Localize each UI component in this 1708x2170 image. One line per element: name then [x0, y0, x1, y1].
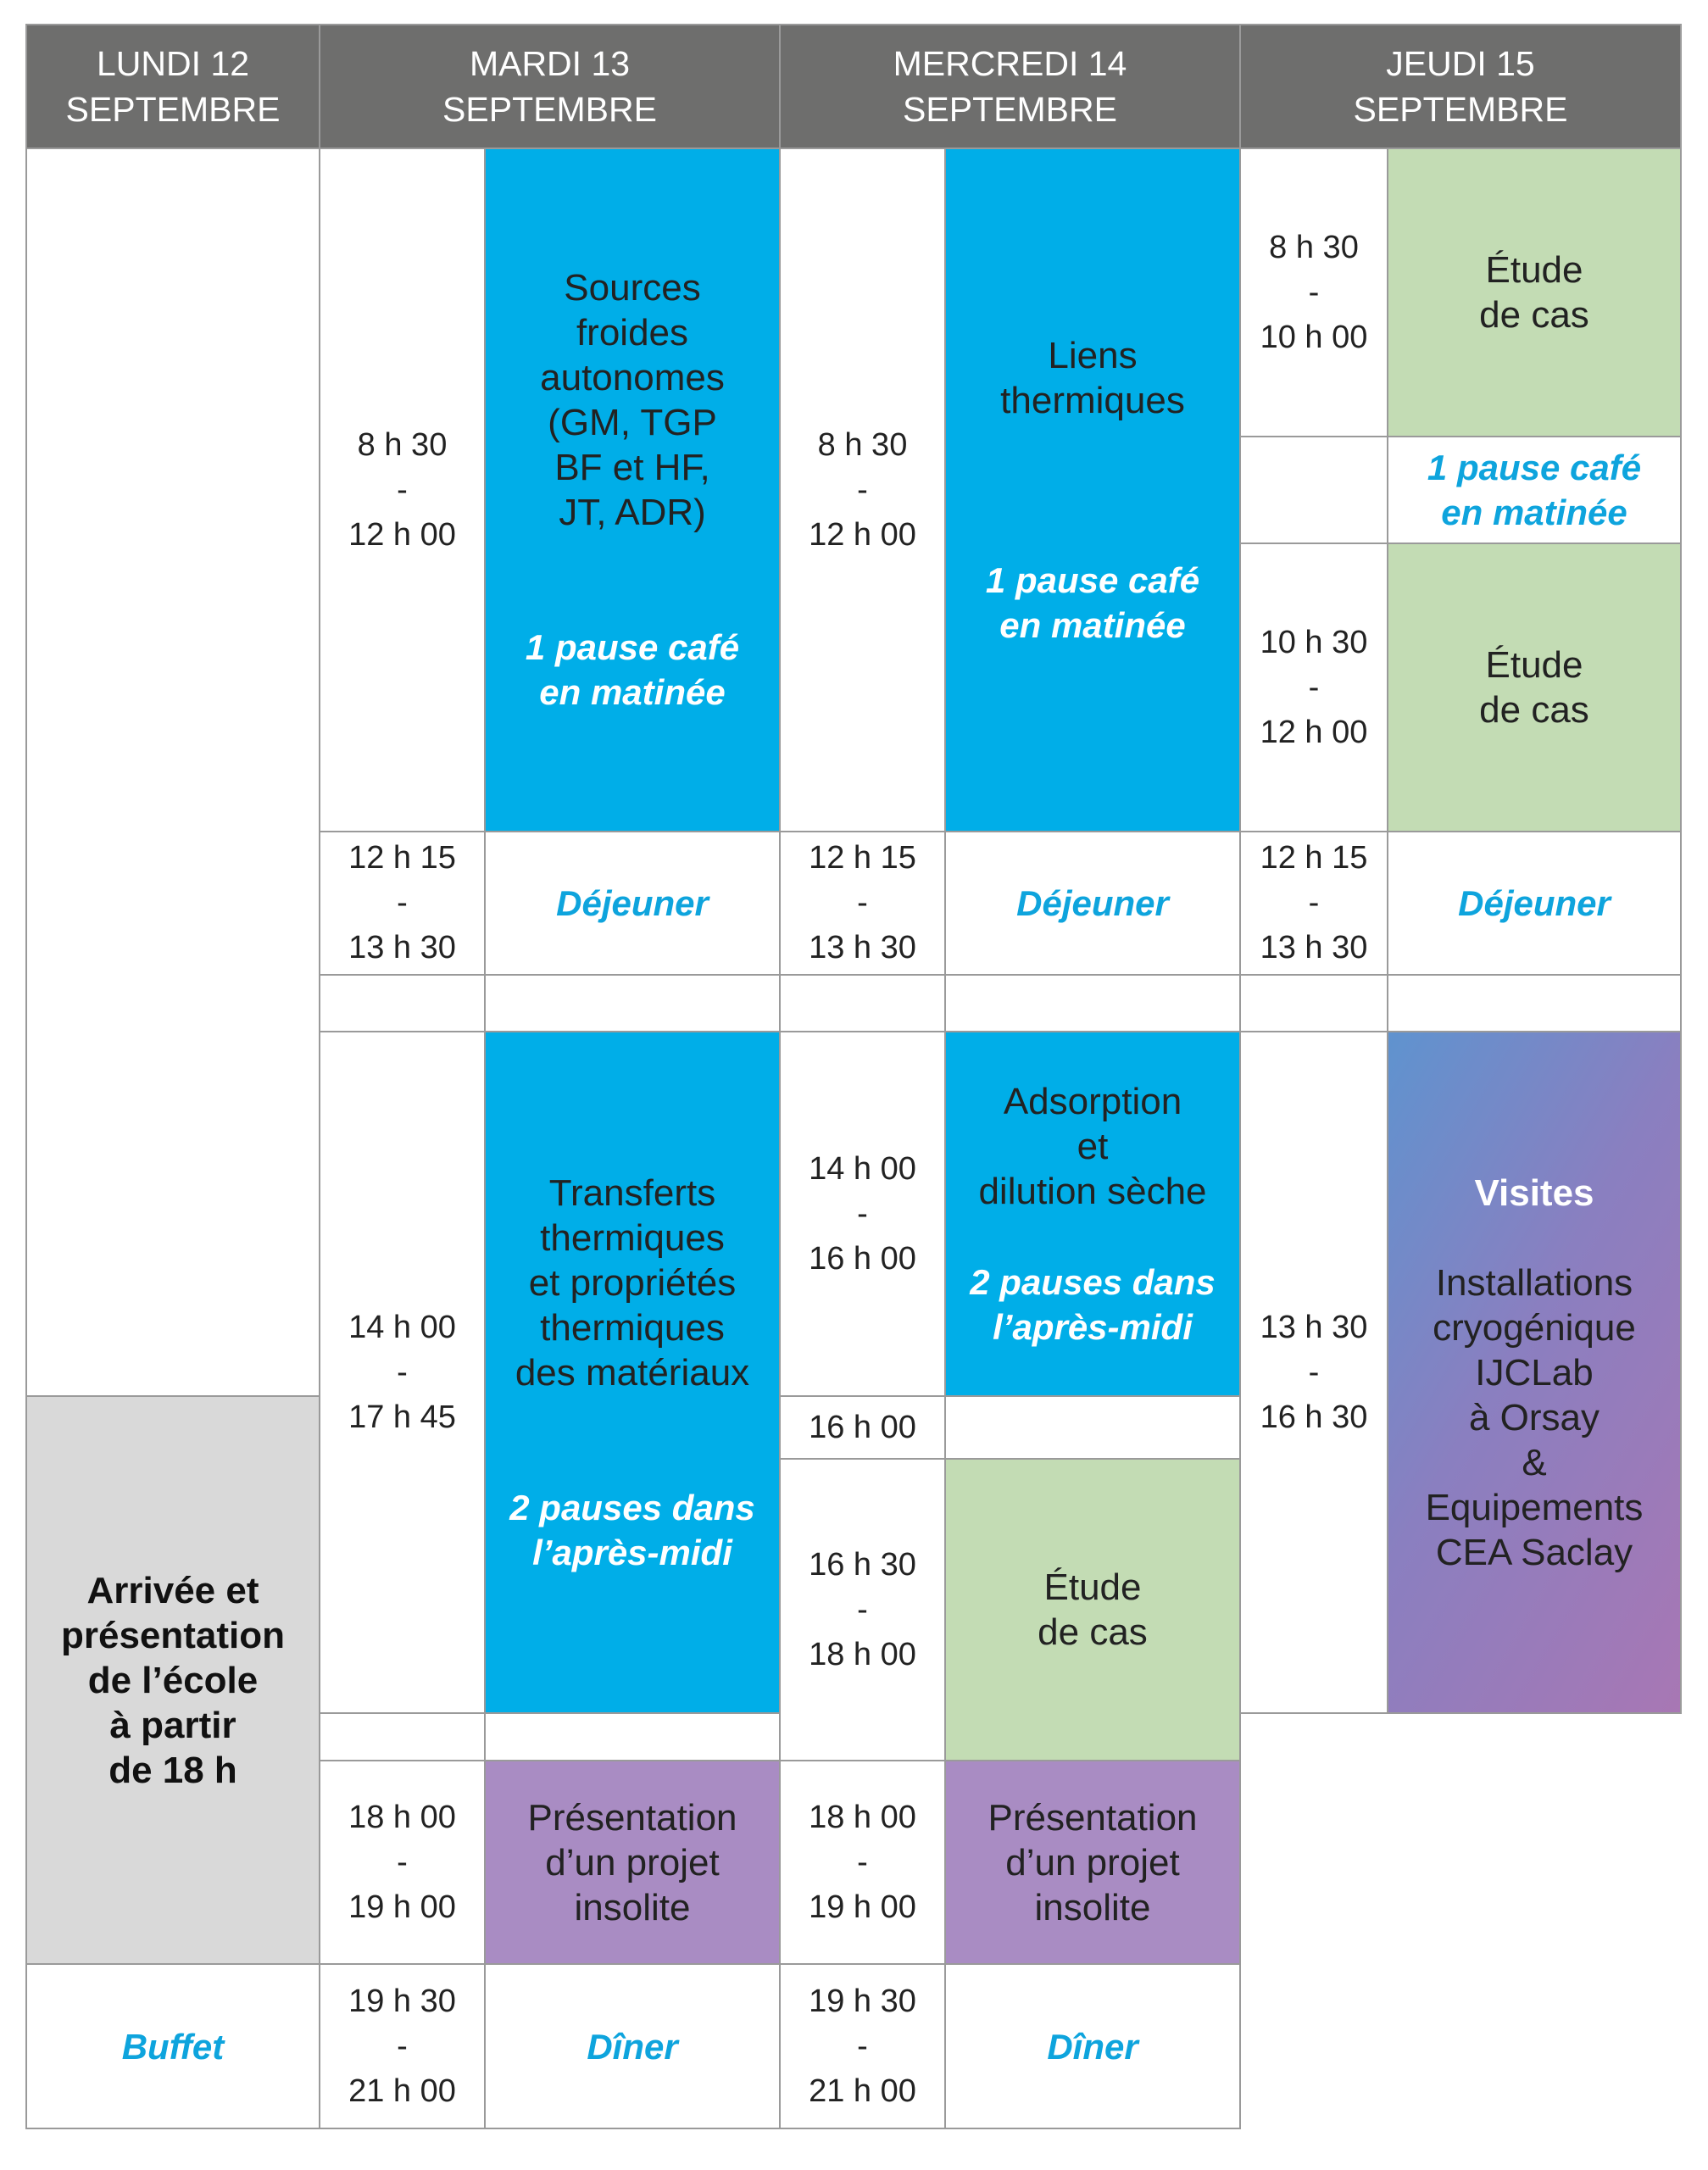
- visit-line: Installations: [1435, 1261, 1633, 1304]
- tuesday-dinner: [484, 1963, 781, 2129]
- thursday-visits: [1387, 1031, 1682, 1714]
- wednesday-morning-time: [779, 147, 946, 832]
- wednesday-morning-session: [944, 147, 1241, 832]
- time-start: 13 h 30: [1260, 1309, 1368, 1345]
- wednesday-lunch: [944, 831, 1241, 976]
- header-month: SEPTEMBRE: [442, 90, 657, 129]
- header-thursday: [1239, 24, 1682, 149]
- wednesday-gap-time: [779, 974, 946, 1032]
- time-end: 16 h 30: [1260, 1399, 1368, 1435]
- time-end: 19 h 00: [348, 1889, 456, 1925]
- topic-line: d’un projet: [545, 1841, 720, 1883]
- header-day: JEUDI 15: [1386, 44, 1535, 83]
- header-day: MERCREDI 14: [893, 44, 1127, 83]
- thursday-visit-time: [1239, 1031, 1388, 1714]
- time-end: 17 h 45: [348, 1399, 456, 1435]
- topic-line: thermiques: [1000, 379, 1185, 421]
- wednesday-evening-time: [779, 1760, 946, 1965]
- wednesday-break-time: [779, 1395, 946, 1460]
- time-sep: -: [857, 1591, 868, 1628]
- arrival-line: de l’école: [87, 1659, 259, 1701]
- topic-line: Liens: [1048, 334, 1138, 376]
- time-end: 12 h 00: [348, 516, 456, 553]
- header-month: SEPTEMBRE: [903, 90, 1117, 129]
- thursday-case-study-1: [1387, 147, 1682, 437]
- topic-line: d’un projet: [1005, 1841, 1180, 1883]
- break-note: 1 pause café: [985, 559, 1200, 600]
- tuesday-lunch-time: [319, 831, 486, 976]
- time-start: 19 h 30: [348, 1983, 456, 2019]
- arrival-line: de 18 h: [108, 1749, 237, 1791]
- tuesday-evening-time: [319, 1760, 486, 1965]
- time-sep: -: [1308, 669, 1320, 705]
- time-start: 8 h 30: [1269, 229, 1359, 265]
- time-start: 14 h 00: [348, 1309, 456, 1345]
- break-note: l’après-midi: [532, 1532, 732, 1572]
- wednesday-break: [944, 1395, 1241, 1460]
- break-note: 2 pauses dans: [970, 1261, 1216, 1302]
- lunch-label: Déjeuner: [556, 883, 709, 923]
- topic-line: Étude: [1043, 1566, 1142, 1608]
- wednesday-case-time: [779, 1458, 946, 1761]
- visit-title: Visites: [1474, 1171, 1594, 1214]
- time-sep: -: [857, 885, 868, 921]
- tuesday-morning-session: [484, 147, 781, 832]
- wednesday-afternoon-time: [779, 1031, 946, 1397]
- header-month: SEPTEMBRE: [65, 90, 281, 129]
- monday-arrival: [25, 1395, 320, 1965]
- thursday-coffee-time: [1239, 436, 1388, 544]
- tuesday-evening-session: [484, 1760, 781, 1965]
- time-end: 16 h 00: [809, 1240, 916, 1277]
- topic-line: thermiques: [540, 1306, 725, 1349]
- time-start: 8 h 30: [817, 426, 908, 463]
- time-end: 12 h 00: [1260, 714, 1368, 750]
- topic-line: dilution sèche: [978, 1170, 1207, 1212]
- wednesday-afternoon-session: [944, 1031, 1241, 1397]
- wednesday-evening-session: [944, 1760, 1241, 1965]
- arrival-line: présentation: [60, 1614, 286, 1656]
- thursday-lunch: [1387, 831, 1682, 976]
- topic-line: Transferts: [548, 1171, 716, 1214]
- time-end: 13 h 30: [1260, 930, 1368, 965]
- time-end: 12 h 00: [809, 516, 916, 553]
- time-end: 21 h 00: [348, 2073, 456, 2109]
- time-start: 19 h 30: [809, 1983, 916, 2019]
- topic-line: insolite: [1034, 1886, 1151, 1928]
- tuesday-dinner-time: [319, 1963, 486, 2129]
- time-start: 10 h 30: [1260, 624, 1368, 660]
- wednesday-dinner-time: [779, 1963, 946, 2129]
- wednesday-case-study: [944, 1458, 1241, 1761]
- monday-empty: [25, 147, 320, 1397]
- time-start: 16 h 30: [809, 1546, 916, 1583]
- thursday-lunch-time: [1239, 831, 1388, 976]
- time-start: 18 h 00: [809, 1799, 916, 1835]
- time-sep: -: [397, 471, 408, 508]
- time-end: 18 h 00: [809, 1636, 916, 1672]
- time-sep: -: [1308, 1354, 1320, 1390]
- wednesday-lunch-time: [779, 831, 946, 976]
- header-wednesday: [779, 24, 1241, 149]
- topic-line: JT, ADR): [559, 492, 706, 533]
- topic-line: Présentation: [527, 1796, 737, 1839]
- tuesday-gap-time-2: [319, 1712, 486, 1761]
- time-sep: -: [857, 471, 868, 508]
- time-end: 19 h 00: [809, 1889, 916, 1925]
- topic-line: (GM, TGP: [548, 402, 717, 443]
- topic-line: Sources: [564, 267, 701, 309]
- topic-line: Adsorption: [1003, 1080, 1182, 1122]
- topic-line: de cas: [1038, 1611, 1148, 1653]
- thursday-case2-time: [1239, 542, 1388, 832]
- time-start: 12 h 15: [809, 840, 916, 876]
- visit-line: CEA Saclay: [1435, 1531, 1633, 1573]
- topic-line: et: [1077, 1125, 1109, 1167]
- topic-line: BF et HF,: [554, 447, 710, 488]
- time-sep: -: [397, 2028, 408, 2064]
- break-note: 1 pause café: [1427, 448, 1642, 487]
- lunch-label: Déjeuner: [1016, 883, 1169, 923]
- header-tuesday: [319, 24, 781, 149]
- header-monday: [25, 24, 320, 149]
- time-start: 18 h 00: [348, 1799, 456, 1835]
- lunch-label: Déjeuner: [1458, 883, 1611, 923]
- dinner-label: Dîner: [587, 2026, 678, 2067]
- tuesday-afternoon-session: [484, 1031, 781, 1714]
- topic-line: froides: [576, 312, 689, 353]
- time-sep: -: [397, 1354, 408, 1390]
- header-month: SEPTEMBRE: [1353, 90, 1568, 129]
- time-start: 16 h 00: [809, 1409, 916, 1445]
- time-end: 10 h 00: [1260, 319, 1368, 355]
- visit-line: &: [1522, 1441, 1547, 1483]
- time-start: 12 h 15: [348, 840, 456, 876]
- dinner-label: Dîner: [1047, 2026, 1138, 2067]
- wednesday-dinner: [944, 1963, 1241, 2129]
- visit-line: IJCLab: [1475, 1351, 1594, 1394]
- header-day: LUNDI 12: [96, 44, 249, 83]
- time-sep: -: [1308, 274, 1320, 310]
- topic-line: des matériaux: [515, 1351, 750, 1394]
- arrival-line: à partir: [109, 1704, 236, 1746]
- time-end: 13 h 30: [809, 930, 916, 965]
- time-start: 14 h 00: [809, 1150, 916, 1187]
- time-sep: -: [857, 1195, 868, 1232]
- topic-line: insolite: [574, 1886, 691, 1928]
- break-note: en matinée: [999, 604, 1186, 645]
- arrival-line: Arrivée et: [86, 1569, 259, 1611]
- time-start: 12 h 15: [1260, 840, 1368, 876]
- time-sep: -: [397, 1844, 408, 1880]
- tuesday-gap: [484, 974, 781, 1032]
- buffet-label: Buffet: [121, 2026, 225, 2067]
- break-note: 2 pauses dans: [509, 1487, 755, 1527]
- monday-buffet: [25, 1963, 320, 2129]
- tuesday-morning-time: [319, 147, 486, 832]
- break-note: en matinée: [539, 672, 726, 712]
- topic-line: de cas: [1479, 294, 1589, 336]
- time-end: 21 h 00: [809, 2073, 916, 2109]
- tuesday-gap-2: [484, 1712, 781, 1761]
- tuesday-afternoon-time: [319, 1031, 486, 1714]
- thursday-gap: [1387, 974, 1682, 1032]
- thursday-gap-time: [1239, 974, 1388, 1032]
- time-start: 8 h 30: [357, 426, 448, 463]
- topic-line: autonomes: [540, 357, 725, 398]
- break-note: en matinée: [1441, 492, 1627, 532]
- tuesday-lunch: [484, 831, 781, 976]
- topic-line: et propriétés: [528, 1261, 737, 1304]
- visit-line: Equipements: [1425, 1486, 1644, 1528]
- topic-line: Étude: [1485, 644, 1583, 686]
- time-sep: -: [1308, 885, 1320, 921]
- time-sep: -: [397, 885, 408, 921]
- time-sep: -: [857, 2028, 868, 2064]
- topic-line: Étude: [1485, 249, 1583, 291]
- visit-line: à Orsay: [1468, 1396, 1600, 1438]
- time-sep: -: [857, 1844, 868, 1880]
- break-note: 1 pause café: [525, 627, 740, 667]
- header-day: MARDI 13: [469, 44, 631, 83]
- thursday-case-study-2: [1387, 542, 1682, 832]
- visit-line: cryogénique: [1433, 1306, 1636, 1349]
- break-note: l’après-midi: [993, 1306, 1193, 1347]
- thursday-coffee-break: [1387, 436, 1682, 544]
- topic-line: de cas: [1479, 689, 1589, 731]
- thursday-case1-time: [1239, 147, 1388, 437]
- topic-line: thermiques: [540, 1216, 725, 1259]
- time-end: 13 h 30: [348, 930, 456, 965]
- tuesday-gap-time: [319, 974, 486, 1032]
- topic-line: Présentation: [988, 1796, 1198, 1839]
- wednesday-gap: [944, 974, 1241, 1032]
